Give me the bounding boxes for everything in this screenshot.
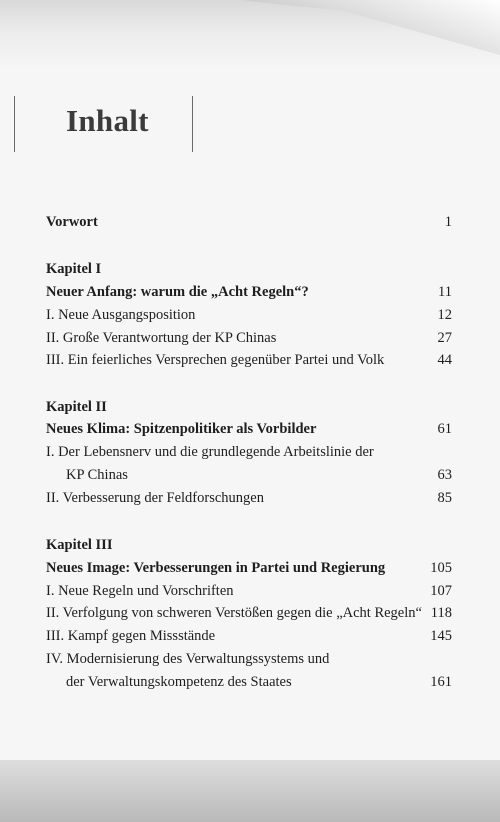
- toc-entry-label: Neues Klima: Spitzenpolitiker als Vorbilder: [46, 421, 317, 437]
- toc-entry[interactable]: [46, 490, 452, 512]
- toc-page-number: 105: [430, 560, 452, 576]
- toc-entry-label: Neues Image: Verbesserungen in Partei und Regierung: [46, 560, 386, 576]
- toc-entry-label: I. Neue Regeln und Vorschriften: [46, 583, 234, 599]
- chapter-heading-2: [46, 399, 452, 421]
- toc-entry-continuation[interactable]: [46, 467, 452, 489]
- toc-entry-label-continued: KP Chinas: [66, 467, 128, 483]
- bottom-page-shadow: [0, 760, 500, 822]
- title-rule-right: [192, 96, 193, 152]
- toc-page-number: 85: [437, 490, 452, 506]
- toc-entry[interactable]: [46, 307, 452, 329]
- page-title: Inhalt: [66, 103, 149, 138]
- toc-entry-continuation[interactable]: [46, 674, 452, 696]
- toc-entry-vorwort[interactable]: [46, 214, 452, 236]
- toc-entry-label: Neuer Anfang: warum die „Acht Regeln“?: [46, 284, 309, 300]
- toc-entry-chapter-1-title[interactable]: [46, 284, 452, 306]
- toc-entry[interactable]: [46, 605, 452, 627]
- toc-page-number: 44: [437, 352, 452, 368]
- toc-entry[interactable]: [46, 352, 452, 374]
- toc-page-number: 107: [430, 583, 452, 599]
- chapter-heading-1: [46, 261, 452, 283]
- toc-entry-chapter-3-title[interactable]: [46, 560, 452, 582]
- toc-page-number: 1: [444, 214, 452, 230]
- toc-entry[interactable]: [46, 651, 452, 673]
- toc-page-number: 63: [437, 467, 452, 483]
- toc-page-number: 12: [437, 307, 452, 323]
- toc-entry-label: II. Verfolgung von schweren Verstößen gegen die „Acht Regeln“: [46, 605, 422, 621]
- toc-entry-label: II. Verbesserung der Feldforschungen: [46, 490, 264, 506]
- toc-page-number: 145: [430, 628, 452, 644]
- toc-entry-label: III. Ein feierliches Versprechen gegenüber Partei und Volk: [46, 352, 385, 368]
- toc-page-number: 27: [437, 330, 452, 346]
- chapter-heading-label: Kapitel II: [46, 399, 107, 415]
- toc-entry-label: I. Der Lebensnerv und die grundlegende Arbeitslinie der: [46, 444, 374, 460]
- toc-entry[interactable]: [46, 330, 452, 352]
- toc-entry-label-continued: der Verwaltungskompetenz des Staates: [66, 674, 292, 690]
- toc-entry[interactable]: [46, 583, 452, 605]
- toc-entry-label: IV. Modernisierung des Verwaltungssystems und: [46, 651, 330, 667]
- toc-entry-chapter-2-title[interactable]: [46, 421, 452, 443]
- toc-entry-label: III. Kampf gegen Missstände: [46, 628, 216, 644]
- chapter-heading-label: Kapitel III: [46, 537, 113, 553]
- toc-entry[interactable]: [46, 444, 452, 466]
- toc-entry-label: I. Neue Ausgangsposition: [46, 307, 196, 323]
- toc-page-number: 118: [430, 605, 452, 621]
- toc-entry-label: II. Große Verantwortung der KP Chinas: [46, 330, 277, 346]
- toc-entry[interactable]: [46, 628, 452, 650]
- toc-page-number: 11: [438, 284, 452, 300]
- title-rule-left: [14, 96, 15, 152]
- toc-page-number: 161: [430, 674, 452, 690]
- chapter-heading-label: Kapitel I: [46, 261, 102, 277]
- toc-page-number: 61: [437, 421, 452, 437]
- toc-entry-label: Vorwort: [46, 214, 98, 230]
- chapter-heading-3: [46, 537, 452, 559]
